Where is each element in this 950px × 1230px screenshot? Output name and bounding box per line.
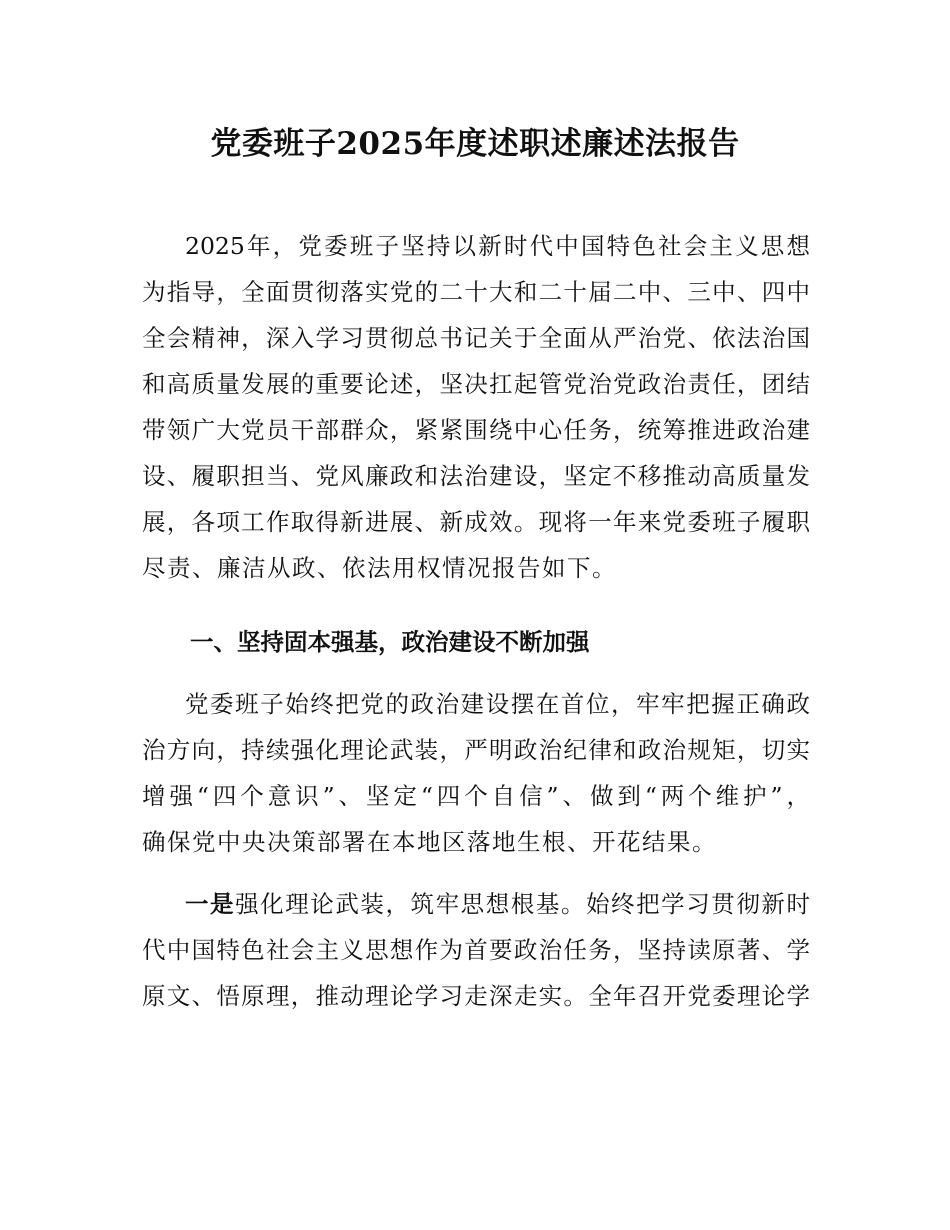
text-line: 尽责、廉洁从政、依法用权情况报告如下。 <box>142 554 617 582</box>
point-paragraph <box>142 886 810 1024</box>
text-line: 2025年，党委班子坚持以新时代中国特色社会主义思想 <box>185 232 810 260</box>
text-line: 增强“四个意识”、坚定“四个自信”、做到“两个维护”， <box>142 782 810 810</box>
point-lead: 一是 <box>185 890 236 918</box>
text-line: 代中国特色社会主义思想作为首要政治任务，坚持读原著、学 <box>142 936 810 964</box>
intro-paragraph <box>142 228 810 596</box>
section-heading: 一、坚持固本强基，政治建设不断加强 <box>190 628 590 656</box>
text-line: 治方向，持续强化理论武装，严明政治纪律和政治规矩，切实 <box>142 736 810 764</box>
text-line: 带领广大党员干部群众，紧紧围绕中心任务，统筹推进政治建 <box>142 416 810 444</box>
text-line: 党委班子始终把党的政治建设摆在首位，牢牢把握正确政 <box>185 690 810 718</box>
text-line: 设、履职担当、党风廉政和法治建设，坚定不移推动高质量发 <box>142 462 810 490</box>
text-line: 和高质量发展的重要论述，坚决扛起管党治党政治责任，团结 <box>142 370 810 398</box>
section-paragraph <box>142 686 810 870</box>
text-line: 确保党中央决策部署在本地区落地生根、开花结果。 <box>142 828 717 856</box>
document-title: 党委班子2025年度述职述廉述法报告 <box>210 126 740 162</box>
text-line <box>142 886 810 932</box>
text-line: 展，各项工作取得新进展、新成效。现将一年来党委班子履职 <box>142 508 810 536</box>
document-body <box>142 228 810 1024</box>
text-line: 为指导，全面贯彻落实党的二十大和二十届二中、三中、四中 <box>142 278 810 306</box>
point-text: 强化理论武装，筑牢思想根基。始终把学习贯彻新时 <box>235 890 810 918</box>
text-line: 原文、悟原理，推动理论学习走深走实。全年召开党委理论学 <box>142 982 810 1010</box>
text-line: 全会精神，深入学习贯彻总书记关于全面从严治党、依法治国 <box>142 324 810 352</box>
